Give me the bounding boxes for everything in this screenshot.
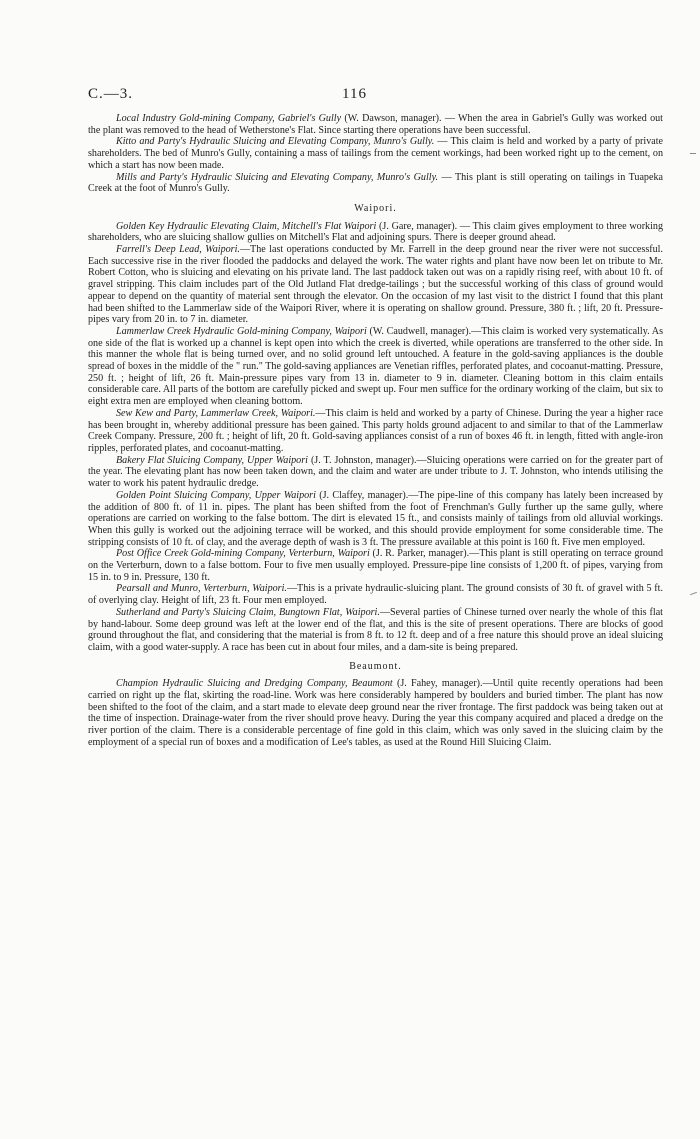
paragraph (88, 113, 663, 136)
paragraph (88, 678, 663, 748)
paragraph-text: (W. Dawson, manager). — When the area in Gabriel's Gully was worked out the plant was removed to the head of Wetherstone's Flat. Since starting there operations have been successful. (88, 113, 663, 136)
paragraph (88, 548, 663, 583)
claim-title: Lammerlaw Creek Hydraulic Gold-mining Company, Waipori (116, 325, 367, 337)
claim-title: Mills and Party's Hydraulic Sluicing and Elevating Company, Munro's Gully. (116, 171, 439, 183)
claim-title: Champion Hydraulic Sluicing and Dredging Company, Beaumont (116, 678, 393, 690)
paragraph (88, 136, 663, 171)
paragraph-text: — This plant is still operating on tailings in Tuapeka Creek at the foot of Munro's Gully. (88, 171, 663, 195)
paragraph (88, 221, 663, 244)
claim-title: Local Industry Gold-mining Company, Gabriel's Gully (116, 113, 342, 124)
section-heading: Beaumont. (349, 660, 402, 672)
body-text (88, 113, 663, 749)
scan-mark (690, 153, 696, 154)
claim-title: Bakery Flat Sluicing Company, Upper Waipori (116, 454, 308, 466)
section-continuation (88, 113, 663, 195)
claim-title: Sew Kew and Party, Lammerlaw Creek, Waipori. (116, 407, 316, 419)
paragraph-text: (J. R. Parker, manager).—This plant is still operating on terrace ground on the Verterburn, down to a false bottom. Four to five men usually employed. Pressure-pipe line consists of 1,200 ft. of pipes, varying from 15 in. to 9 in. Pressure, 130 ft. (88, 548, 664, 583)
section-heading: Waipori. (354, 202, 397, 214)
section-beaumont (88, 661, 663, 749)
claim-title: Kitto and Party's Hydraulic Sluicing and Elevating Company, Munro's Gully. (116, 136, 435, 148)
claim-title: Pearsall and Munro, Verterburn, Waipori. (116, 583, 287, 595)
paragraph-text: (J. Gare, manager). — This claim gives employment to three working shareholders, who are sluicing shallow gullies on Mitchell's Flat and adjoining spurs. There is deeper ground ahead. (88, 220, 663, 244)
paragraph (88, 408, 663, 455)
paragraph-text: —This is a private hydraulic-sluicing plant. The ground consists of 30 ft. of gravel with 5 ft. of overlying clay. Height of lift, 23 ft. Four men employed. (88, 583, 663, 607)
claim-title: Post Office Creek Gold-mining Company, Verterburn, Waipori (116, 548, 370, 560)
paragraph (88, 326, 663, 408)
paragraph-text: (W. Caudwell, manager).—This claim is worked very systematically. As one side of the flat is worked up a channel is kept open into which the creek is diverted, while operations are transferred to the other side. In this manner the whole flat is being turned over, and no solid ground left untouched. A feature in the gold-saving appliances is the double spread of boxes in the middle of the " run." The gold-saving appliances are Venetian riffles, perforated plates, and cocoanut-matting. Pressure, 250 ft. ; height of lift, 26 ft. Main-pressure pipes vary from 13 in. diameter to 9 in. diameter. Cleaning bottom in this claim entails considerable care. All parts of the bottom are carefully picked and swept up. Four men suffice for the ordinary working of the claim, but six to eight extra men are employed when cleaning bottom. (88, 325, 663, 408)
claim-title: Farrell's Deep Lead, Waipori. (116, 244, 240, 256)
document-reference: C.—3. (88, 86, 134, 102)
section-waipori (88, 203, 663, 654)
paragraph-text: —The last operations conducted by Mr. Farrell in the deep ground near the river were not successful. Each successive rise in the river flooded the paddocks and delayed the work. The water rights and plant have now been let on tribute to Mr. Robert Cotton, who is sluicing and elevating on his private land. The last paddock taken out was on a rapidly rising reef, with about 10 ft. of gravel stripping. This claim includes part of the Old Jutland Flat dredge-tailings ; but the successful working of this class of ground would appear to depend on the quantity of material sent through the elevator. On the occasion of my last visit to the district I found that this plant had been shifted to the Lammerlaw side of the Waipori River, where it is operating on shallow ground. Pressure, 380 ft. ; lift, 20 ft. Pressure-pipes vary from 20 in. to 7 in. diameter. (88, 244, 663, 326)
paragraph (88, 583, 663, 606)
page-header (88, 86, 663, 106)
paragraph (88, 455, 663, 490)
paragraph (88, 490, 663, 549)
scan-mark (690, 592, 697, 595)
paragraph (88, 607, 663, 654)
paragraph (88, 172, 663, 195)
page-number: 116 (342, 86, 367, 102)
paragraph-text: (J. T. Johnston, manager).—Sluicing operations were carried on for the greater part of the year. The elevating plant has now been taken down, and the claim and water are under tribute to J. T. Johnston, who intends utilising the water to work his patent hydraulic dredge. (88, 454, 663, 490)
paragraph-text: (J. Fahey, manager).—Until quite recently operations had been carried on right up the flat, skirting the road-line. Work was here considerably hampered by boulders and buried timber. The plant has now been shifted to the foot of the claim, and a start made to elevate deep ground near the river frontage. The first paddock was being taken out at the time of inspection. Drainage-water from the river should prove heavy. During the year this company acquired and placed a dredge on the river portion of the claim. There is a considerable percentage of fine gold in this claim, which was only saved in the sluicing claim by the employment of a special run of boxes and a modification of Lee's tables, as used at the Round Hill Sluicing Claim. (88, 678, 664, 748)
claim-title: Sutherland and Party's Sluicing Claim, Bungtown Flat, Waipori. (116, 606, 380, 618)
paragraph-text: —This claim is held and worked by a party of Chinese. During the year a higher race has been brought in, whereby additional pressure has been gained. This party holds ground adjacent to and similar to that of the Lammerlaw Creek Company. Pressure, 200 ft. ; height of lift, 20 ft. Gold-saving appliances consist of a run of boxes 46 ft. in length, fitted with angle-iron ripples, perforated plates, and cocoanut-matting. (88, 407, 663, 454)
paragraph-text: —Several parties of Chinese turned over nearly the whole of this flat by hand-labour. Some deep ground was left at the lower end of the flat, and this is the site of present operations. There are blocks of good ground throughout the flat, and considering that the material is from 8 ft. to 12 ft. deep and of a free nature this should prove an ideal sluicing claim, with a good water-supply. A race has been cut in about four miles, and a dam-site is being prepared. (88, 606, 663, 653)
paragraph-text: — This claim is held and worked by a party of private shareholders. The bed of Munro's Gully, containing a mass of tailings from the cement workings, had been worked right up to the cement, on which a start has now been made. (88, 136, 664, 171)
paragraph-text: (J. Claffey, manager).—The pipe-line of this company has lately been increased by the addition of 800 ft. of 11 in. pipes. The plant has been shifted from the foot of Frenchman's Gully further up the same gully, where operations are carried on working to the false bottom. The dirt is elevated 15 ft., and consists mainly of tailings from old alluvial workings. When this gully is worked out the adjoining terrace will be worked, and this should provide employment for some considerable time. The stripping consists of 10 ft. of clay, and the average depth of wash is 3 ft. The pressure available at this point is 160 ft. Five men employed. (88, 489, 663, 548)
paragraph (88, 244, 663, 326)
claim-title: Golden Point Sluicing Company, Upper Waipori (116, 489, 316, 501)
claim-title: Golden Key Hydraulic Elevating Claim, Mitchell's Flat Waipori (116, 220, 377, 232)
